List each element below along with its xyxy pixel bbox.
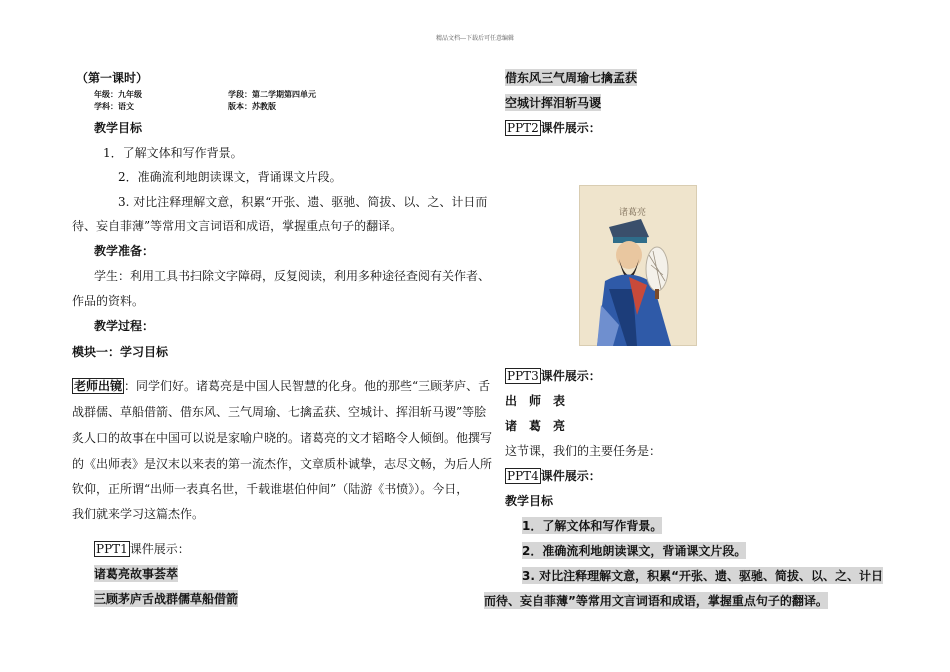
module-1-heading: 模块一：学习目标 [72,345,169,359]
intro-paragraph-line6: 我们就来学习这篇杰作。 [72,507,205,521]
goal-3-right-line2: 而待、妄自菲薄”等常用文言词语和成语，掌握重点句子的翻译。 [484,594,828,608]
task-line: 这节课，我们的主要任务是： [505,444,662,458]
process-heading: 教学过程： [94,319,155,333]
goals-heading: 教学目标 [94,121,143,135]
intro-paragraph-line4: 的《出师表》是汉末以来表的第一流杰作，文章质朴诚挚，志尽文畅，为后人所 [72,457,493,471]
prep-line1: 学生：利用工具书扫除文字障碍，反复阅读，利用多种途径查阅有关作者、 [94,269,491,283]
lesson-title: （第一课时） [76,71,149,85]
portrait-illustration [579,185,697,346]
intro-paragraph-line1: 老师出镜 ：同学们好。诸葛亮是中国人民智慧的化身。他的那些“三顾茅庐、舌 [74,379,491,393]
goal-3-line2: 待、妄自菲薄”等常用文言词语和成语，掌握重点句子的翻译。 [72,219,403,233]
teacher-on-camera-tag: 老师出镜 [74,379,123,393]
goal-2-right: 2．准确流利地朗读课文，背诵课文片段。 [522,544,747,558]
essay-author: 诸 葛 亮 [505,419,566,433]
term-label: 学段：第二学期第四单元 [228,90,316,99]
goal-2: 2．准确流利地朗读课文，背诵课文片段。 [118,170,342,184]
zhuge-liang-portrait [579,185,697,346]
goal-3-right-line1: 3. 对比注释理解文意，积累“开张、遗、驱驰、简拔、以、之、计日 [522,569,883,583]
portrait-caption: 诸葛亮 [619,208,647,218]
prep-line2: 作品的资料。 [72,294,145,308]
story-line-1: 三顾茅庐舌战群儒草船借箭 [94,592,239,606]
edition-label: 版本：苏教版 [228,102,276,111]
essay-title: 出 师 表 [505,394,566,408]
subject-label: 学科：语文 [94,102,134,111]
goal-3-line1: 3. 对比注释理解文意，积累“开张、遗、驱驰、简拔、以、之、计日而 [118,195,488,209]
story-line-2: 借东风三气周瑜七擒孟获 [505,71,638,85]
grade-label: 年级：九年级 [94,90,142,99]
ppt2-tag: PPT2 [507,121,539,135]
goal-1: 1．了解文体和写作背景。 [103,146,243,160]
prep-heading: 教学准备： [94,244,155,258]
intro-paragraph-line5: 钦仰，正所谓“出师一表真名世，千载谁堪伯仲间”（陆游《书愤》）。今日， [72,482,469,496]
story-heading: 诸葛亮故事荟萃 [94,567,179,581]
goal-1-right: 1．了解文体和写作背景。 [522,519,663,533]
ppt1-line: PPT1 课件展示： [96,542,190,556]
ppt3-tag: PPT3 [507,369,539,383]
ppt3-line: PPT3 课件展示： [507,369,601,383]
goals-heading-right: 教学目标 [505,494,554,508]
intro-paragraph-line2: 战群儒、草船借箭、借东风、三气周瑜、七擒孟获、空城计、挥泪斩马谡”等脍 [72,405,487,419]
page-header: 精品文档---下载后可任意编辑 [435,35,515,42]
intro-paragraph-line3: 炙人口的故事在中国可以说是家喻户晓的。诸葛亮的文才韬略令人倾倒。他撰写 [72,431,493,445]
ppt4-line: PPT4 课件展示： [507,469,601,483]
story-line-3: 空城计挥泪斩马谡 [505,96,602,110]
ppt1-tag: PPT1 [96,542,128,556]
ppt2-line: PPT2 课件展示： [507,121,601,135]
ppt4-tag: PPT4 [507,469,539,483]
